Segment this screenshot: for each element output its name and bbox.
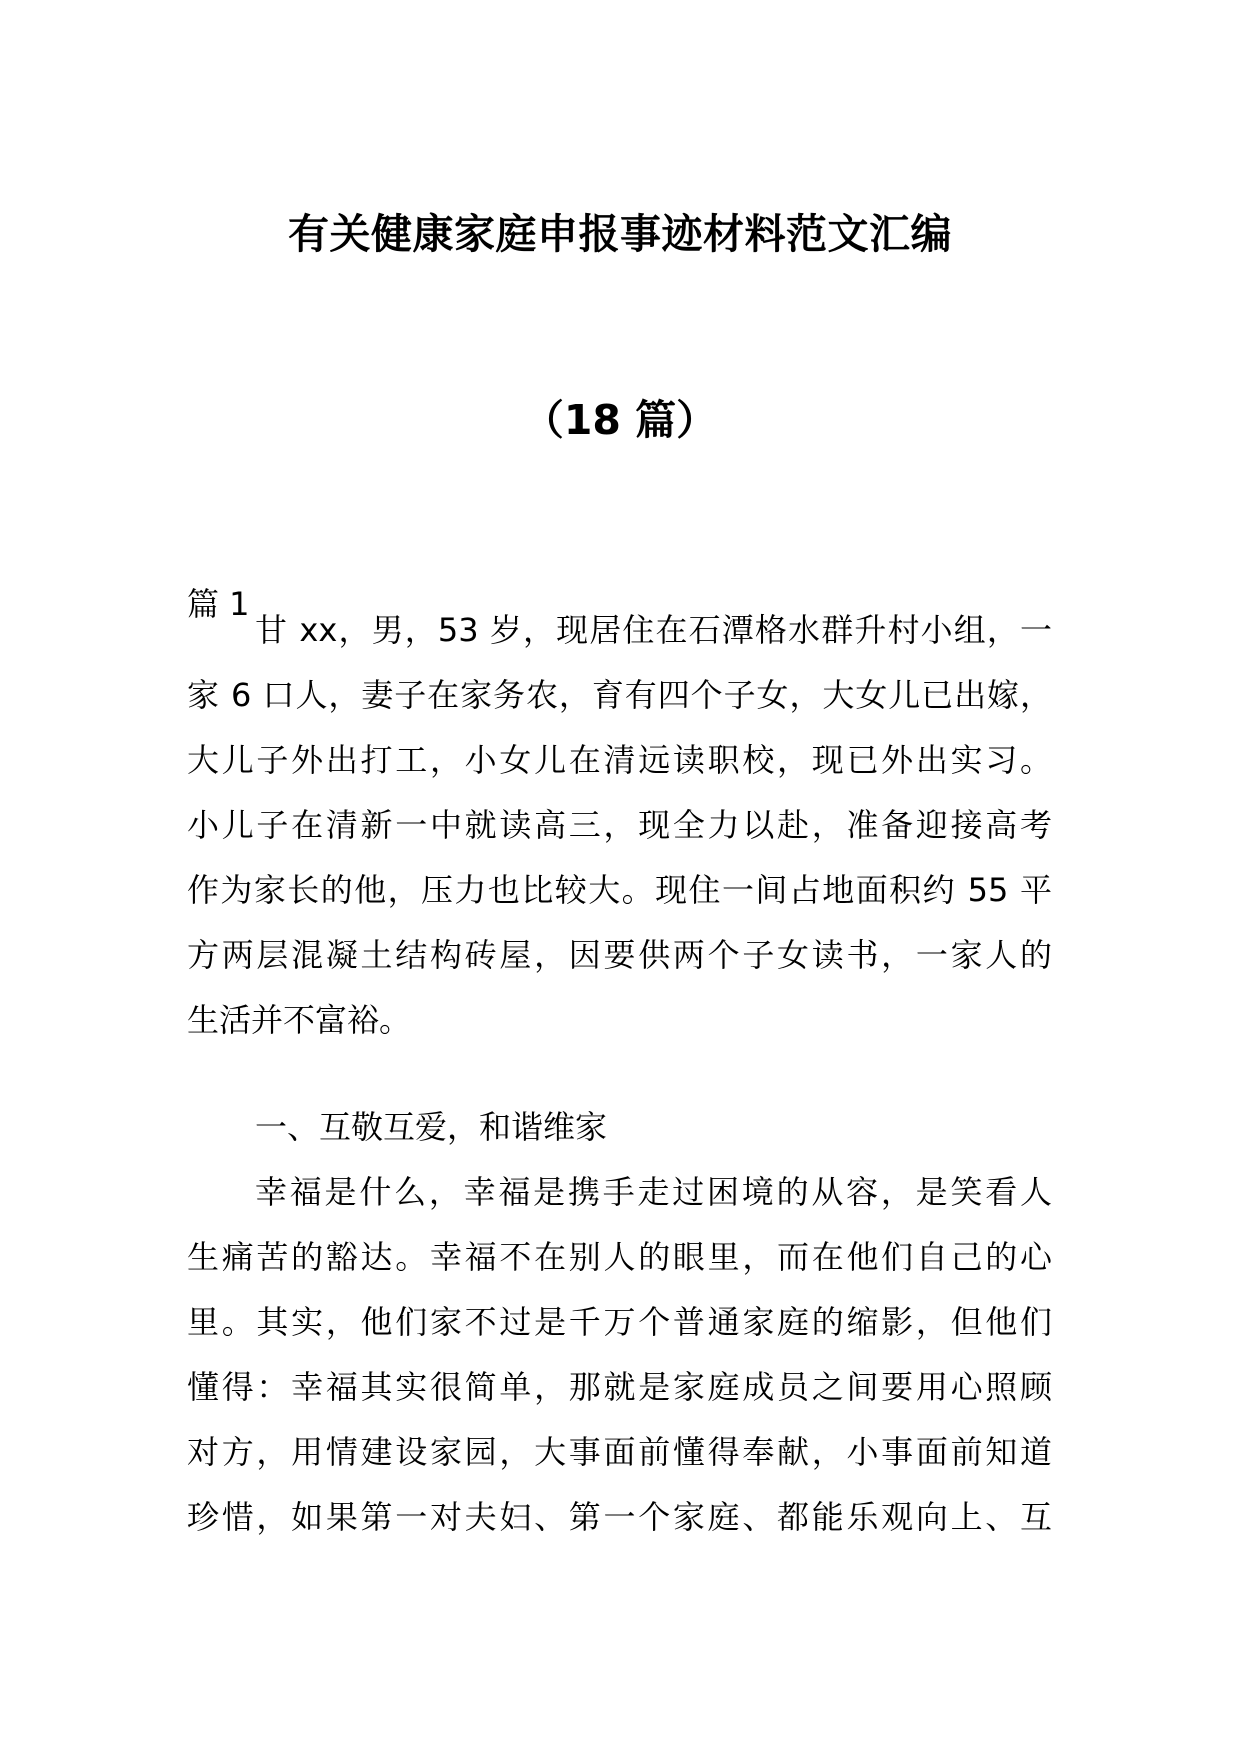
paragraph-line: 懂得：幸福其实很简单，那就是家庭成员之间要用心照顾 [187, 1368, 1052, 1406]
paragraph-line: 珍惜，如果第一对夫妇、第一个家庭、都能乐观向上、互 [187, 1498, 1052, 1536]
paragraph-line: 生活并不富裕。 [187, 1001, 412, 1039]
paragraph-line: 里。其实，他们家不过是千万个普通家庭的缩影，但他们 [187, 1303, 1052, 1341]
paragraph-line: 大儿子外出打工，小女儿在清远读职校，现已外出实习。 [187, 741, 1052, 779]
paragraph-line: 幸福是什么，幸福是携手走过困境的从容，是笑看人 [255, 1173, 1052, 1211]
paragraph-line: 家 6 口人，妻子在家务农，育有四个子女，大女儿已出嫁， [187, 676, 1052, 714]
document-title: 有关健康家庭申报事迹材料范文汇编 [288, 210, 952, 258]
document-subtitle: （18 篇） [522, 396, 718, 444]
paragraph-line: 对方，用情建设家园，大事面前懂得奉献，小事面前知道 [187, 1433, 1052, 1471]
paragraph-line: 小儿子在清新一中就读高三，现全力以赴，准备迎接高考 [187, 806, 1052, 844]
section-label: 篇 1 [187, 585, 250, 623]
paragraph-line: 作为家长的他，压力也比较大。现住一间占地面积约 55 平 [187, 871, 1052, 909]
paragraph-1 [187, 598, 1052, 1053]
section-heading: 一、互敬互爱，和谐维家 [255, 1108, 608, 1146]
paragraph-line: 甘 xx，男，53 岁，现居住在石潭格水群升村小组，一 [255, 611, 1052, 649]
paragraph-line: 方两层混凝土结构砖屋，因要供两个子女读书，一家人的 [187, 936, 1052, 974]
paragraph-2 [187, 1160, 1052, 1550]
paragraph-line: 生痛苦的豁达。幸福不在别人的眼里，而在他们自己的心 [187, 1238, 1052, 1276]
